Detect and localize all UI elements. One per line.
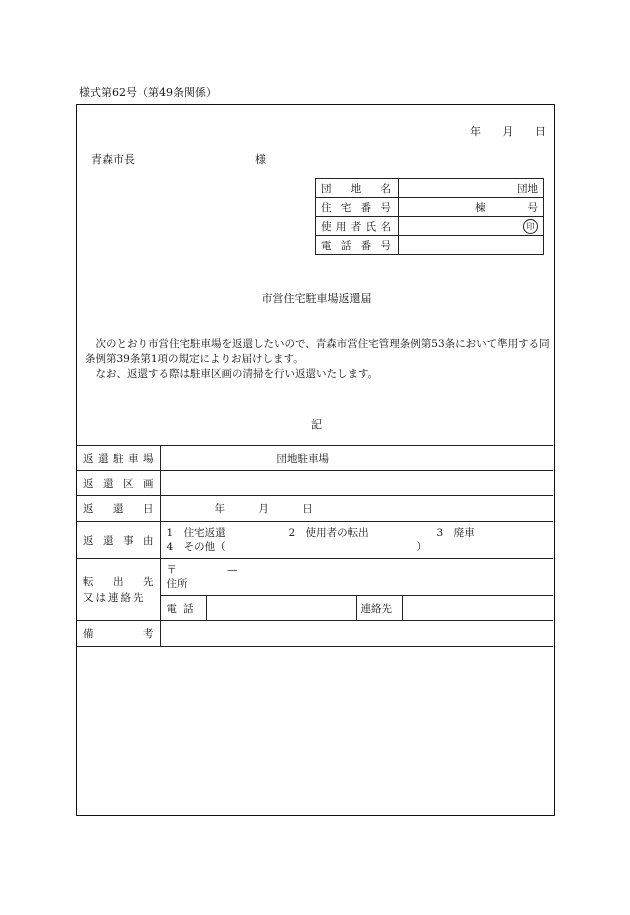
body-text	[85, 337, 551, 382]
phone-label: 電話	[161, 596, 207, 620]
parking-value[interactable]: 団地駐車場	[160, 446, 553, 471]
addressee-honorific: 様	[255, 153, 266, 166]
row-return-reason	[77, 522, 553, 559]
date-month: 月	[502, 125, 514, 138]
body-paragraph: 次のとおり市営住宅駐車場を返還したいので、青森市営住宅管理条例第53条において準用する同条例第39条第1項の規定によりお届けします。	[85, 338, 550, 365]
applicant-row-danchi	[316, 179, 544, 198]
form-number: 様式第62号（第49条関係）	[79, 86, 217, 99]
applicant-value[interactable]	[399, 217, 544, 236]
row-label: 返 還 駐 車 場	[77, 446, 160, 471]
row-return-section	[77, 471, 553, 496]
reason-option[interactable]: 1 住宅返還	[166, 527, 226, 539]
row-destination	[77, 559, 553, 621]
applicant-label: 使 用 者 氏 名	[316, 217, 399, 236]
applicant-row-tel	[316, 236, 544, 255]
applicant-row-shimei	[316, 217, 544, 236]
row-label: 備 考	[77, 621, 160, 647]
row-label: 返 還 日	[77, 496, 160, 522]
address-label: 住所	[166, 578, 188, 590]
reason-paren-close: ）	[416, 541, 427, 553]
applicant-table	[315, 178, 544, 255]
row-label: 返 還 区 画	[77, 471, 160, 496]
reason-option[interactable]: 2 使用者の転出	[288, 527, 369, 539]
reason-option[interactable]: 4 その他（	[166, 541, 226, 553]
applicant-label: 住 宅 番 号	[316, 198, 399, 217]
section-value[interactable]	[160, 471, 553, 496]
row-return-parking	[77, 446, 553, 471]
row-remarks	[77, 621, 553, 647]
applicant-value[interactable]	[399, 236, 544, 255]
body-paragraph: なお、返還する際は駐車区画の清掃を行い返還いたします。	[95, 368, 379, 380]
addressee	[91, 151, 266, 167]
contact-label: 連絡先	[357, 596, 403, 620]
applicant-row-jutaku	[316, 198, 544, 217]
destination-address[interactable]: 〒 — 住所	[161, 559, 554, 596]
submission-date	[452, 123, 546, 139]
applicant-label: 電 話 番 号	[316, 236, 399, 255]
reason-options[interactable]	[160, 522, 553, 559]
row-return-date	[77, 496, 553, 522]
date-day: 日	[535, 125, 546, 138]
destination-value	[160, 559, 553, 621]
return-date-value[interactable]: 年 月 日	[160, 496, 553, 522]
applicant-label: 団 地 名	[316, 179, 399, 198]
date-year: 年	[470, 125, 481, 138]
details-table	[77, 445, 553, 647]
ki-heading: 記	[311, 418, 322, 431]
applicant-value[interactable]: 棟 号	[399, 198, 544, 217]
addressee-name: 青森市長	[91, 153, 135, 166]
row-label: 転 出 先 又は連絡先	[77, 559, 160, 621]
contact-value[interactable]	[403, 596, 554, 620]
phone-value[interactable]	[207, 596, 357, 620]
postal-mark: 〒	[166, 564, 177, 576]
row-label: 返 還 事 由	[77, 522, 160, 559]
seal-mark-icon: 印	[523, 219, 538, 234]
form-frame	[76, 104, 555, 816]
document-title: 市営住宅駐車場返還届	[261, 292, 372, 305]
applicant-value[interactable]: 団地	[399, 179, 544, 198]
remarks-value[interactable]	[160, 621, 553, 647]
reason-option[interactable]: 3 廃車	[436, 527, 475, 539]
